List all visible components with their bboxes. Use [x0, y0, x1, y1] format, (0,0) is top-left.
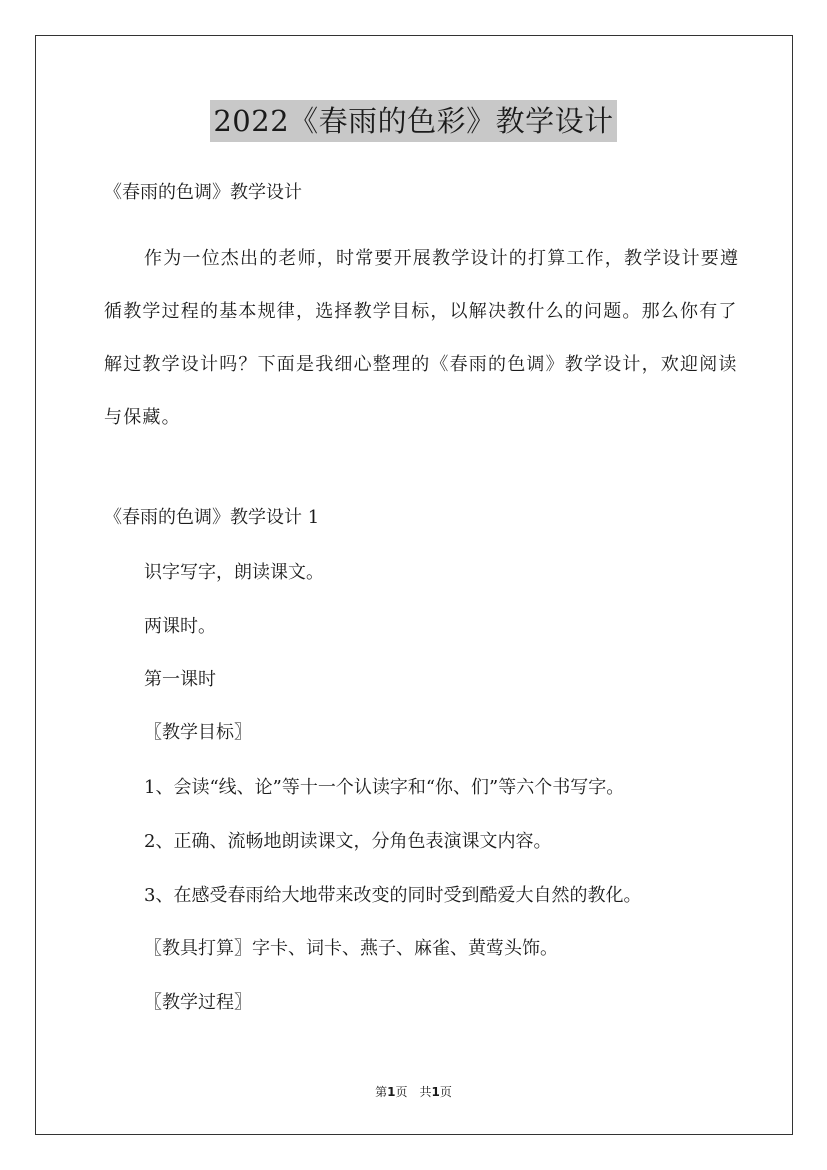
footer-page-prefix: 第 [375, 1085, 388, 1099]
body-line-process-heading: 〖教学过程〗 [144, 992, 252, 1013]
footer-page-current: 1 [387, 1085, 396, 1099]
body-line-duration: 两课时。 [144, 616, 216, 637]
body-line-first-lesson: 第一课时 [144, 669, 216, 690]
body-line-goal: 识字写字，朗读课文。 [144, 562, 324, 583]
intro-paragraph: 作为一位杰出的老师，时常要开展教学设计的打算工作，教学设计要遵循教学过程的基本规律，选择教学目标，以解决教什么的问题。那么你有了解过教学设计吗？下面是我细心整理的《春雨的色调》教学设计，欢迎阅读与保藏。 [104, 248, 740, 428]
footer-page-mid: 页 共 [395, 1085, 432, 1099]
body-line-objective-1: 1、会读“线、论”等十一个认读字和“你、们”等六个书写字。 [144, 777, 625, 798]
footer-page-total: 1 [431, 1085, 440, 1099]
document-title-text: 2022《春雨的色彩》教学设计 [210, 100, 616, 142]
body-line-objective-3: 3、在感受春雨给大地带来改变的同时受到酷爱大自然的教化。 [144, 885, 642, 906]
section-title: 《春雨的色调》教学设计 1 [104, 507, 320, 528]
footer-page-suffix: 页 [439, 1085, 452, 1099]
body-line-materials: 〖教具打算〗字卡、词卡、燕子、麻雀、黄莺头饰。 [144, 938, 558, 959]
body-line-objective-2: 2、正确、流畅地朗读课文，分角色表演课文内容。 [144, 831, 552, 852]
page-footer [0, 1082, 827, 1102]
document-subtitle: 《春雨的色调》教学设计 [104, 182, 302, 203]
document-title [0, 100, 827, 142]
body-line-objectives-heading: 〖教学目标〗 [144, 722, 252, 743]
